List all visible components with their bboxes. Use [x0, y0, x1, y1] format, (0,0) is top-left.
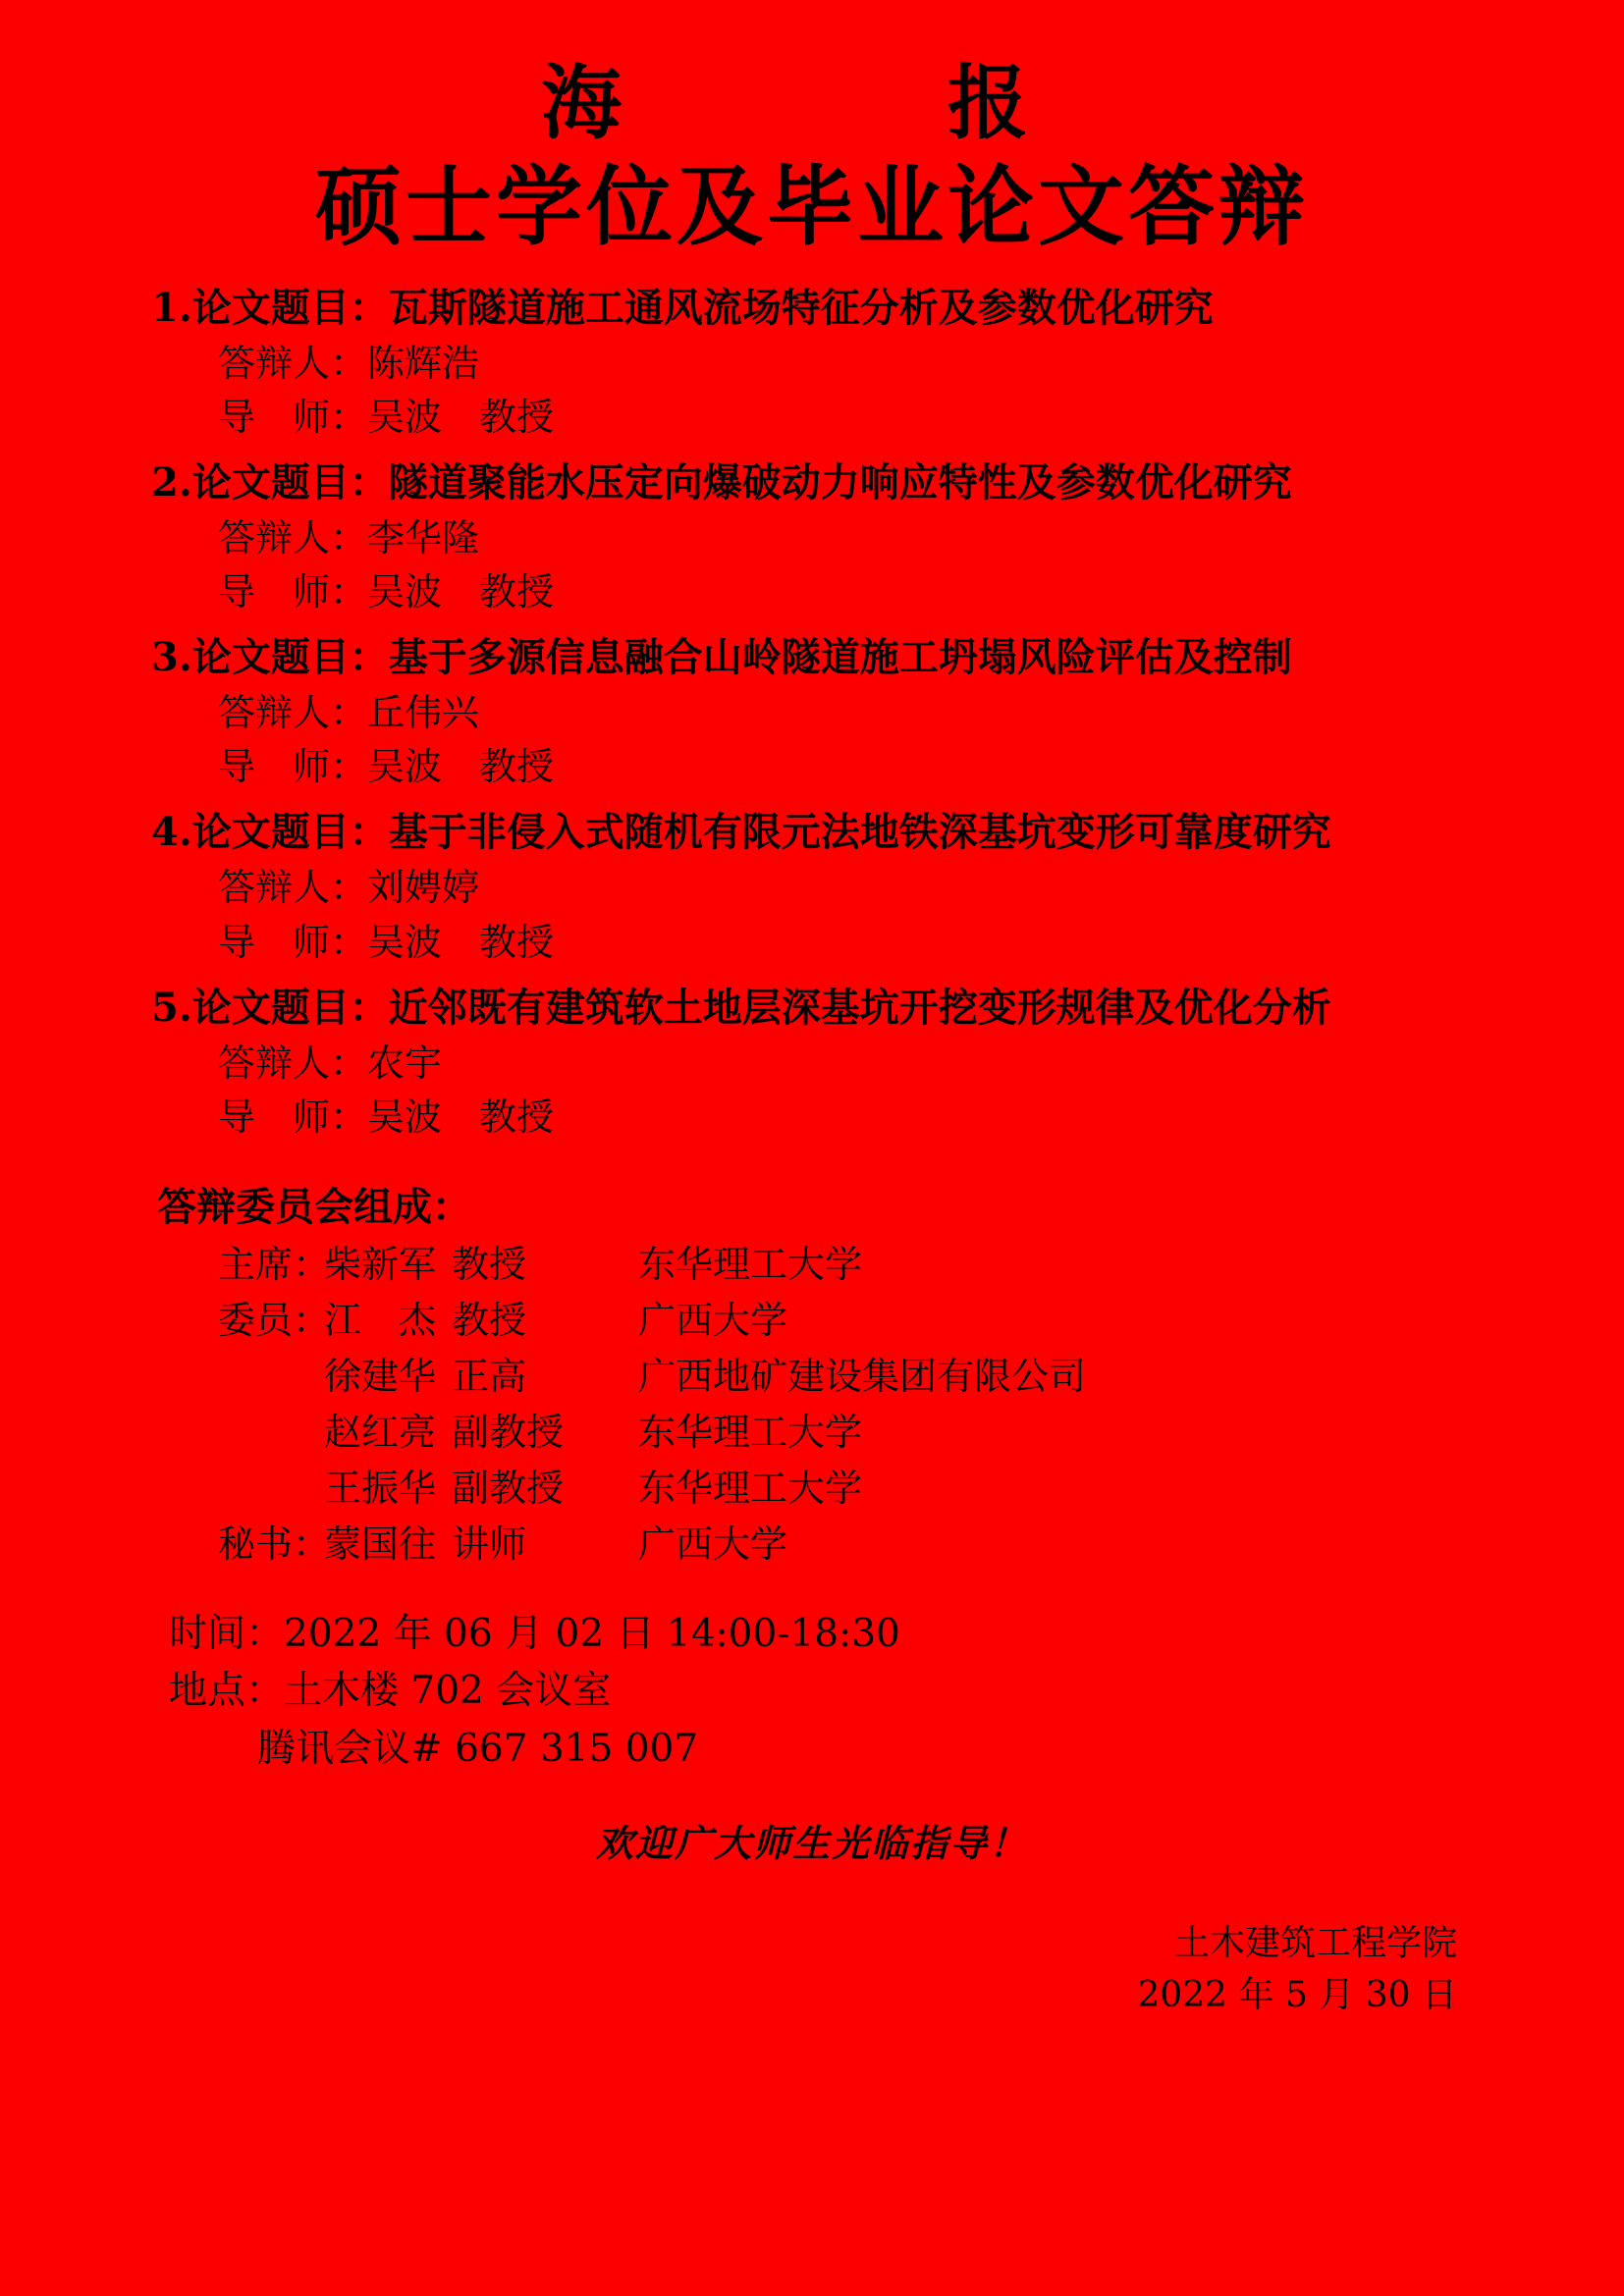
advisor-line	[59, 916, 1565, 970]
committee-section	[59, 1178, 1565, 1573]
committee-member-row	[59, 1349, 1565, 1405]
thesis-title: 2.论文题目：隧道聚能水压定向爆破动力响应特性及参数优化研究	[151, 459, 1292, 507]
issuing-organization: 土木建筑工程学院	[1173, 1923, 1457, 1964]
defender-line	[59, 511, 1565, 565]
thesis-entry	[59, 280, 1565, 445]
committee-member-row	[59, 1405, 1565, 1461]
defender-label: 答辩人：	[218, 691, 368, 735]
committee-member-row	[59, 1461, 1565, 1517]
member-name: 赵红亮	[324, 1410, 437, 1454]
thesis-title: 5.论文题目：近邻既有建筑软土地层深基坑开挖变形规律及优化分析	[151, 984, 1331, 1031]
defender-name: 农宇	[367, 1041, 443, 1085]
member-org: 广西大学	[638, 1522, 788, 1566]
logistics-section	[59, 1606, 1565, 1779]
defender-name: 刘娉婷	[367, 866, 480, 910]
advisor-name: 吴波 教授	[367, 570, 555, 614]
defender-line	[59, 1037, 1565, 1091]
defender-line	[59, 861, 1565, 915]
thesis-entry	[59, 804, 1565, 969]
member-org: 东华理工大学	[638, 1466, 863, 1510]
event-place: 地点：土木楼 702 会议室	[169, 1669, 612, 1714]
page-subtitle: 硕士学位及毕业论文答辩	[314, 155, 1309, 258]
member-role: 秘书：	[218, 1522, 331, 1566]
member-name: 蒙国往	[324, 1522, 437, 1566]
member-role	[218, 1405, 324, 1461]
advisor-name: 吴波 教授	[367, 1095, 555, 1139]
member-org: 广西地矿建设集团有限公司	[638, 1354, 1087, 1398]
member-role: 主席：	[218, 1242, 331, 1286]
defender-label: 答辩人：	[218, 1041, 368, 1085]
member-org: 广西大学	[638, 1298, 788, 1342]
member-org: 东华理工大学	[638, 1410, 863, 1454]
member-name: 徐建华	[324, 1354, 437, 1398]
member-name: 王振华	[324, 1466, 437, 1510]
defender-name: 陈辉浩	[367, 341, 480, 385]
committee-member-row	[59, 1293, 1565, 1349]
member-role	[218, 1461, 324, 1517]
member-rank: 副教授	[452, 1410, 565, 1454]
advisor-label: 导 师：	[218, 570, 368, 614]
defender-line	[59, 686, 1565, 740]
member-rank: 正高	[452, 1354, 527, 1398]
member-rank: 讲师	[452, 1522, 527, 1566]
thesis-entry	[59, 454, 1565, 619]
committee-member-row	[59, 1517, 1565, 1573]
member-name: 江 杰	[324, 1298, 437, 1342]
member-role: 委员：	[218, 1298, 331, 1342]
thesis-title: 1.论文题目：瓦斯隧道施工通风流场特征分析及参数优化研究	[151, 284, 1214, 331]
thesis-entry	[59, 980, 1565, 1145]
advisor-label: 导 师：	[218, 920, 368, 964]
thesis-title: 3.论文题目：基于多源信息融合山岭隧道施工坍塌风险评估及控制	[151, 634, 1292, 681]
member-rank: 副教授	[452, 1466, 565, 1510]
thesis-title: 4.论文题目：基于非侵入式随机有限元法地铁深基坑变形可靠度研究	[151, 809, 1331, 856]
committee-heading: 答辩委员会组成：	[157, 1183, 471, 1230]
advisor-line	[59, 740, 1565, 794]
member-role	[218, 1349, 324, 1405]
defender-line	[59, 337, 1565, 391]
member-name: 柴新军	[324, 1242, 437, 1286]
defender-label: 答辩人：	[218, 516, 368, 561]
defender-name: 李华隆	[367, 516, 480, 561]
thesis-entry	[59, 629, 1565, 794]
member-org: 东华理工大学	[638, 1242, 863, 1286]
member-rank: 教授	[452, 1242, 527, 1286]
online-meeting-id: 腾讯会议# 667 315 007	[257, 1726, 699, 1771]
defender-label: 答辩人：	[218, 341, 368, 385]
event-time: 时间：2022 年 06 月 02 日 14:00-18:30	[169, 1611, 900, 1656]
advisor-line	[59, 565, 1565, 619]
advisor-line	[59, 391, 1565, 445]
page-title: 海 报	[540, 56, 1083, 150]
advisor-label: 导 师：	[218, 1095, 368, 1139]
advisor-line	[59, 1091, 1565, 1145]
welcome-note: 欢迎广大师生光临指导！	[595, 1821, 1028, 1866]
committee-member-row	[59, 1237, 1565, 1293]
member-rank: 教授	[452, 1298, 527, 1342]
footer-block	[59, 1918, 1565, 2020]
advisor-name: 吴波 教授	[367, 395, 555, 439]
advisor-name: 吴波 教授	[367, 920, 555, 964]
thesis-entry-list	[59, 280, 1565, 1145]
defender-label: 答辩人：	[218, 866, 368, 910]
issue-date: 2022 年 5 月 30 日	[1137, 1974, 1457, 2015]
advisor-name: 吴波 教授	[367, 745, 555, 789]
advisor-label: 导 师：	[218, 395, 368, 439]
advisor-label: 导 师：	[218, 745, 368, 789]
defender-name: 丘伟兴	[367, 691, 480, 735]
